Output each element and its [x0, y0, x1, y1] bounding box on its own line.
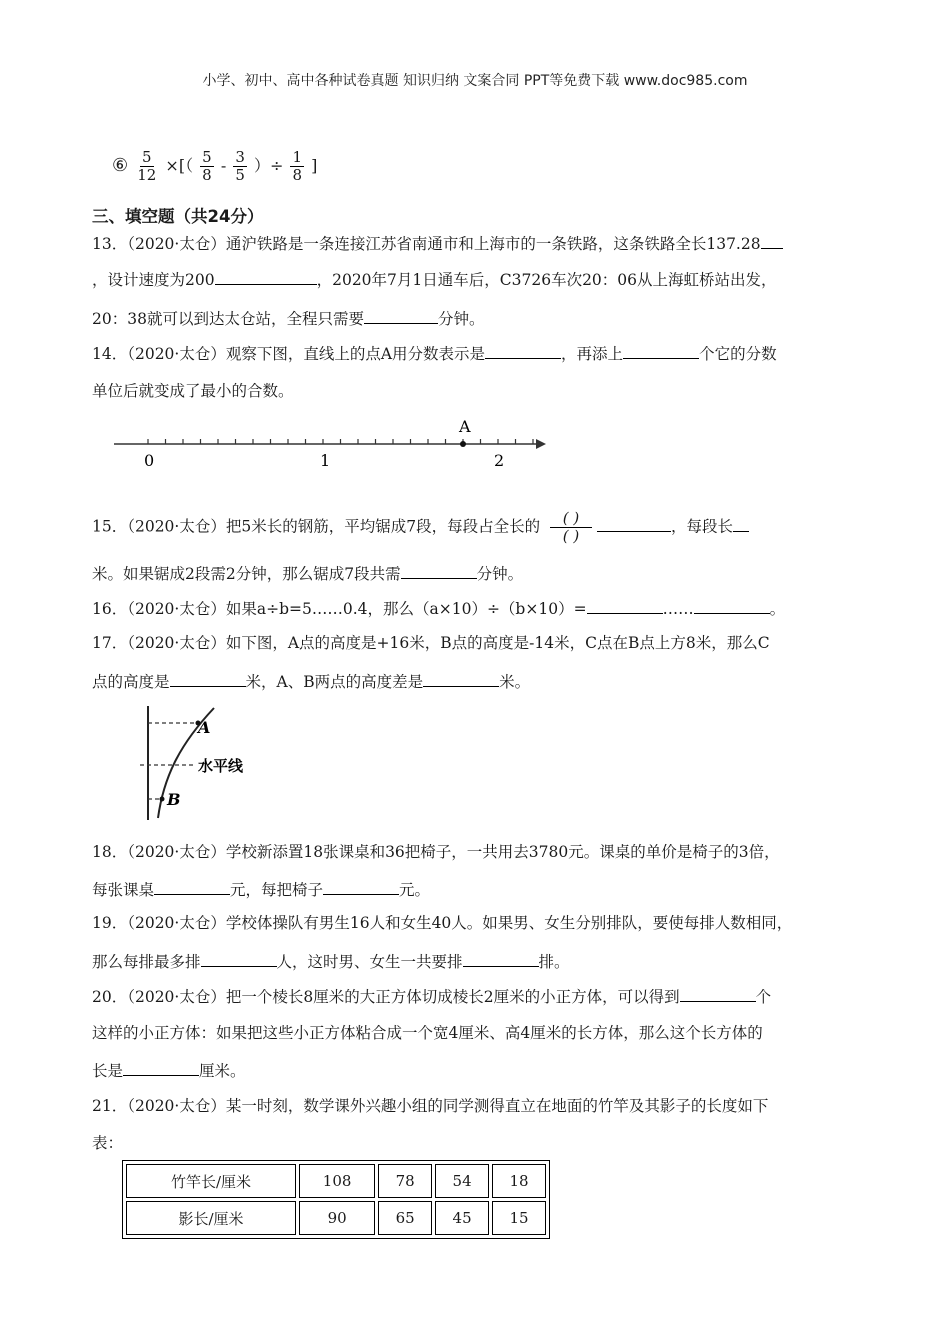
answer-blank[interactable] [733, 515, 749, 532]
circle-number: ⑥ [112, 155, 129, 176]
table-cell: 18 [492, 1164, 546, 1198]
question-20-line-1: 20．（2020·太仓）把一个棱长8厘米的大正方体切成棱长2厘米的小正方体，可以得到 个 [92, 985, 771, 1008]
shadow-table [122, 1160, 550, 1239]
question-21-line-1: 21．（2020·太仓）某一时刻，数学课外兴趣小组的同学测得直立在地面的竹竿及其影子的长度如下 [92, 1097, 769, 1115]
question-19-line-2: 那么每排最多排 人，这时男、女生一共要排 排。 [92, 950, 570, 973]
point-a [460, 441, 466, 447]
table-cell: 竹竿长/厘米 [126, 1164, 296, 1198]
point-a-label: A [198, 718, 211, 737]
number-line [108, 412, 548, 472]
question-18-line-2: 每张课桌 元，每把椅子 元。 [92, 878, 430, 901]
question-13-line-3: 20：38就可以到达太仓站，全程只需要 分钟。 [92, 307, 484, 330]
question-19-line-1: 19．（2020·太仓）学校体操队有男生16人和女生40人。如果男、女生分别排队，要使每排人数相同， [92, 914, 793, 932]
point-b-label: B [167, 790, 181, 809]
height-figure [140, 704, 270, 822]
page-header: 小学、初中、高中各种试卷真题 知识归纳 文案合同 PPT等免费下载 www.doc985.com [202, 73, 748, 89]
table-cell: 108 [299, 1164, 375, 1198]
fraction: $\frac{5}{8}$ [202, 148, 212, 184]
answer-blank[interactable] [401, 562, 477, 579]
question-15-line-1: 15．（2020·太仓）把5米长的钢筋，平均锯成7段，每段占全长的 $\frac{( )}{( )}$ ，每段长 [92, 510, 749, 545]
answer-blank[interactable] [485, 342, 561, 359]
fraction: $\frac{3}{5}$ [235, 148, 245, 184]
tick-label-0: 0 [144, 451, 155, 470]
table-row [126, 1201, 546, 1235]
fraction-blank[interactable]: $\frac{( )}{( )}$ [551, 510, 591, 545]
answer-blank[interactable] [364, 307, 438, 324]
answer-blank[interactable] [170, 670, 246, 687]
fraction: $\frac{5}{12}$ [137, 148, 157, 184]
answer-blank[interactable] [694, 597, 770, 614]
point-b [160, 797, 165, 802]
horizontal-line-label: 水平线 [198, 757, 244, 775]
section-title: 三、填空题（共24分） [92, 207, 264, 226]
fraction: $\frac{1}{8}$ [292, 148, 303, 184]
question-17-line-1: 17．（2020·太仓）如下图，A点的高度是+16米，B点的高度是-14米，C点在B点上方8米，那么C [92, 634, 770, 652]
answer-blank[interactable] [597, 515, 671, 532]
table-row [126, 1164, 546, 1198]
question-14-line-2: 单位后就变成了最小的合数。 [92, 382, 294, 400]
table-cell: 45 [435, 1201, 489, 1235]
table-cell: 90 [299, 1201, 375, 1235]
table-cell: 影长/厘米 [126, 1201, 296, 1235]
table-cell: 65 [378, 1201, 432, 1235]
tick-label-1: 1 [320, 451, 331, 470]
answer-blank[interactable] [623, 342, 699, 359]
answer-blank[interactable] [123, 1059, 199, 1076]
question-20-line-3: 长是 厘米。 [92, 1059, 246, 1082]
question-13-line-1: 13．（2020·太仓）通沪铁路是一条连接江苏省南通市和上海市的一条铁路，这条铁路全长137.28 [92, 232, 783, 255]
answer-blank[interactable] [201, 950, 277, 967]
question-20-line-2: 这样的小正方体：如果把这些小正方体粘合成一个宽4厘米、高4厘米的长方体，那么这个长方体的 [92, 1024, 763, 1042]
question-17-line-2: 点的高度是 米，A、B两点的高度差是 米。 [92, 670, 530, 693]
table-cell: 78 [378, 1164, 432, 1198]
question-14-line-1: 14．（2020·太仓）观察下图，直线上的点A用分数表示是 ，再添上 个它的分数 [92, 342, 777, 365]
answer-blank[interactable] [761, 232, 783, 249]
table-cell: 15 [492, 1201, 546, 1235]
answer-blank[interactable] [680, 985, 756, 1002]
tick-label-2: 2 [494, 451, 505, 470]
table-cell: 54 [435, 1164, 489, 1198]
expression-6: ⑥ $\frac{5}{12}$ ×[（ $\frac{5}{8}$ - $\frac{3}{5}$ ）÷ $\frac{1}{8}$ ] [112, 148, 318, 184]
answer-blank[interactable] [215, 268, 317, 285]
answer-blank[interactable] [154, 878, 230, 895]
question-13-line-2: ，设计速度为200 ，2020年7月1日通车后，C3726车次20：06从上海虹桥站出发， [92, 268, 777, 291]
question-16: 16．（2020·太仓）如果a÷b=5……0.4，那么（a×10）÷（b×10）= …… 。 [92, 597, 785, 620]
arrow-icon [536, 439, 546, 449]
question-15-line-2: 米。如果锯成2段需2分钟，那么锯成7段共需 分钟。 [92, 562, 523, 585]
data-table-wrapper [122, 1160, 550, 1239]
question-18-line-1: 18．（2020·太仓）学校新添置18张课桌和36把椅子，一共用去3780元。课桌的单价是椅子的3倍， [92, 843, 780, 861]
answer-blank[interactable] [463, 950, 539, 967]
point-a-label: A [459, 417, 471, 436]
question-21-line-2: 表： [92, 1134, 124, 1152]
answer-blank[interactable] [587, 597, 663, 614]
answer-blank[interactable] [323, 878, 399, 895]
answer-blank[interactable] [423, 670, 499, 687]
